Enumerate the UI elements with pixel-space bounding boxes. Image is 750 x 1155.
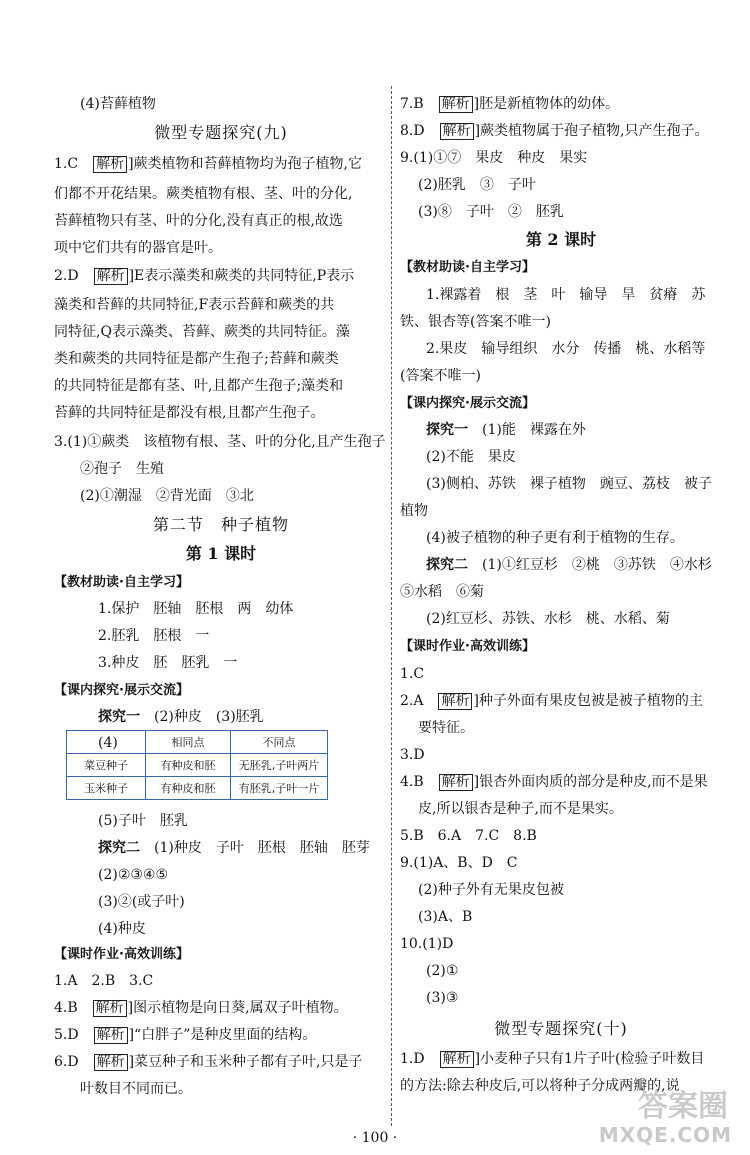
table-cell: 菜豆种子: [67, 754, 146, 777]
q3-line: (2)①潮湿 ②背光面 ③北: [80, 488, 254, 504]
table-label: (4): [98, 735, 118, 751]
q2-line: 2.D 解析 ]E表示藻类和蕨类的共同特征,P表示: [54, 268, 355, 284]
explore-2-line: (4)种皮: [98, 921, 146, 937]
watermark-logo: 答案圈: [638, 1089, 728, 1124]
tag-explore: 【课内探究·展示交流】: [54, 683, 189, 698]
q1-line: 苔藓植物只有茎、叶的分化,没有真正的根,故选: [54, 213, 343, 229]
section-heading: 第二节 种子植物: [152, 515, 289, 534]
explore-1-line: (3)侧柏、苏铁 裸子植物 豌豆、荔枝 被子: [426, 476, 712, 492]
seed-comparison-table: [66, 730, 328, 800]
table-cell: 相同点: [146, 731, 231, 754]
homework-line: 1.A 2.B 3.C: [54, 973, 154, 989]
q1-line: 们都不开花结果。蕨类植物有根、茎、叶的分化,: [54, 186, 353, 202]
explore-2-line: ⑤水稻 ⑥菊: [400, 584, 484, 600]
homework-line: (3)③: [426, 990, 459, 1006]
answer-line: 1.保护 胚轴 胚根 两 幼体: [98, 601, 294, 617]
section-title-9: 微型专题探究(九): [154, 123, 288, 142]
tag-self-study: 【教材助读·自主学习】: [54, 575, 189, 590]
homework-line: 10.(1)D: [400, 936, 454, 952]
homework-line: (3)A、B: [418, 909, 473, 925]
homework-line: 4.B 解析 ]银杏外面肉质的部分是种皮,而不是果: [400, 774, 708, 790]
homework-line: (3)⑧ 子叶 ② 胚乳: [418, 204, 564, 220]
table-cell: 不同点: [231, 731, 328, 754]
q2-line: 的共同特征是都有茎、叶,且都产生孢子;藻类和: [54, 378, 344, 394]
homework-line: 5.D 解析 ]“白胖子”是种皮里面的结构。: [54, 1027, 317, 1043]
homework-line: 9.(1)A、B、D C: [400, 855, 518, 871]
explore-1-line: 探究一 (2)种皮 (3)胚乳: [98, 709, 264, 725]
q3-line: 3.(1)①蕨类 该植物有根、茎、叶的分化,且产生孢子: [54, 434, 386, 450]
homework-line: 1.C: [400, 666, 425, 682]
homework-line: 4.B 解析 ]图示植物是向日葵,属双子叶植物。: [54, 1000, 348, 1016]
q2-line: 同特征,Q表示藻类、苔藓、蕨类的共同特征。藻: [54, 324, 350, 340]
answer-line: 2.果皮 输导组织 水分 传播 桃、水稻等: [426, 341, 706, 357]
table-header-row: [67, 731, 328, 754]
tag-explore: 【课内探究·展示交流】: [400, 396, 535, 411]
homework-line: 要特征。: [418, 720, 474, 736]
q1-line: 的方法:除去种皮后,可以将种子分成两瓣的,说: [400, 1078, 680, 1094]
q1-line: 1.D 解析 ]小麦种子只有1片子叶(检验子叶数目: [400, 1051, 705, 1067]
explore-2-line: 探究二 (1)①红豆杉 ②桃 ③苏铁 ④水杉: [426, 557, 712, 573]
homework-line: 2.A 解析 ]种子外面有果皮包被是被子植物的主: [400, 693, 703, 709]
homework-line: (2)①: [426, 963, 459, 979]
homework-line: 8.D 解析 ]蕨类植物属于孢子植物,只产生孢子。: [400, 123, 709, 139]
q3-line: ②孢子 生殖: [80, 461, 164, 477]
lesson-title-1: 第 1 课时: [185, 544, 257, 563]
table-cell: [67, 731, 146, 754]
homework-line: 7.B 解析 ]胚是新植物体的幼体。: [400, 96, 620, 112]
section-title-10: 微型专题探究(十): [494, 1019, 628, 1038]
tag-homework: 【课时作业·高效训练】: [54, 947, 189, 962]
answer-line: (答案不唯一): [400, 368, 481, 384]
q2-line: 藻类和苔藓的共同特征,F表示苔藓和蕨类的共: [54, 297, 335, 313]
homework-line: (2)种子外有无果皮包被: [418, 882, 564, 898]
q1-line: 项中它们共有的器官是叶。: [54, 240, 222, 256]
homework-line: 皮,所以银杏是种子,而不是果实。: [418, 801, 623, 817]
q2-line: 类和蕨类的共同特征是都产生孢子;苔藓和蕨类: [54, 351, 339, 367]
homework-line: 6.D 解析 ]菜豆种子和玉米种子都有子叶,只是子: [54, 1054, 363, 1070]
column-divider: [391, 86, 392, 1126]
answer-line: 1.裸露着 根 茎 叶 输导 旱 贫瘠 苏: [426, 287, 706, 303]
homework-line: 3.D: [400, 747, 425, 763]
table-cell: 无胚乳,子叶两片: [231, 754, 328, 777]
table-cell: 有种皮和胚: [146, 754, 231, 777]
watermark-url: MXQE.COM: [598, 1123, 732, 1147]
explore-1-line: (2)不能 果皮: [426, 449, 516, 465]
lesson-title-2: 第 2 课时: [525, 230, 597, 249]
tag-homework: 【课时作业·高效训练】: [400, 639, 535, 654]
explore-1-line: (4)被子植物的种子更有利于植物的生存。: [426, 530, 684, 546]
page-number: · 100 ·: [352, 1130, 398, 1146]
homework-line: 5.B 6.A 7.C 8.B: [400, 828, 537, 844]
explore-1-line: 植物: [400, 503, 428, 519]
explore-1-line: (5)子叶 胚乳: [98, 813, 188, 829]
homework-line: 叶数目不同而已。: [80, 1081, 192, 1097]
answer-line: 铁、银杏等(答案不唯一): [400, 314, 551, 330]
q1-line: 1.C 解析 ]蕨类植物和苔藓植物均为孢子植物,它: [54, 156, 362, 172]
explore-1-line: 探究一 (1)能 裸露在外: [426, 422, 586, 438]
tag-self-study: 【教材助读·自主学习】: [400, 260, 535, 275]
explore-2-line: (2)红豆杉、苏铁、水杉 桃、水稻、菊: [426, 611, 670, 627]
table-cell: 有种皮和胚: [146, 777, 231, 800]
answer-line: 2.胚乳 胚根 一: [98, 628, 210, 644]
explore-2-line: (2)②③④⑤: [98, 867, 169, 883]
table-row: [67, 754, 328, 777]
answer-line: 3.种皮 胚 胚乳 一: [98, 655, 238, 671]
table-cell: 有胚乳,子叶一片: [231, 777, 328, 800]
table-row: [67, 777, 328, 800]
homework-line: (2)胚乳 ③ 子叶: [418, 177, 536, 193]
homework-line: 9.(1)①⑦ 果皮 种皮 果实: [400, 150, 588, 166]
q2-line: 苔藓的共同特征是都没有根,且都产生孢子。: [54, 405, 325, 421]
explore-2-line: 探究二 (1)种皮 子叶 胚根 胚轴 胚芽: [98, 840, 370, 856]
explore-2-line: (3)②(或子叶): [98, 894, 185, 910]
table-cell: 玉米种子: [67, 777, 146, 800]
item-moss: (4)苔藓植物: [80, 96, 156, 112]
